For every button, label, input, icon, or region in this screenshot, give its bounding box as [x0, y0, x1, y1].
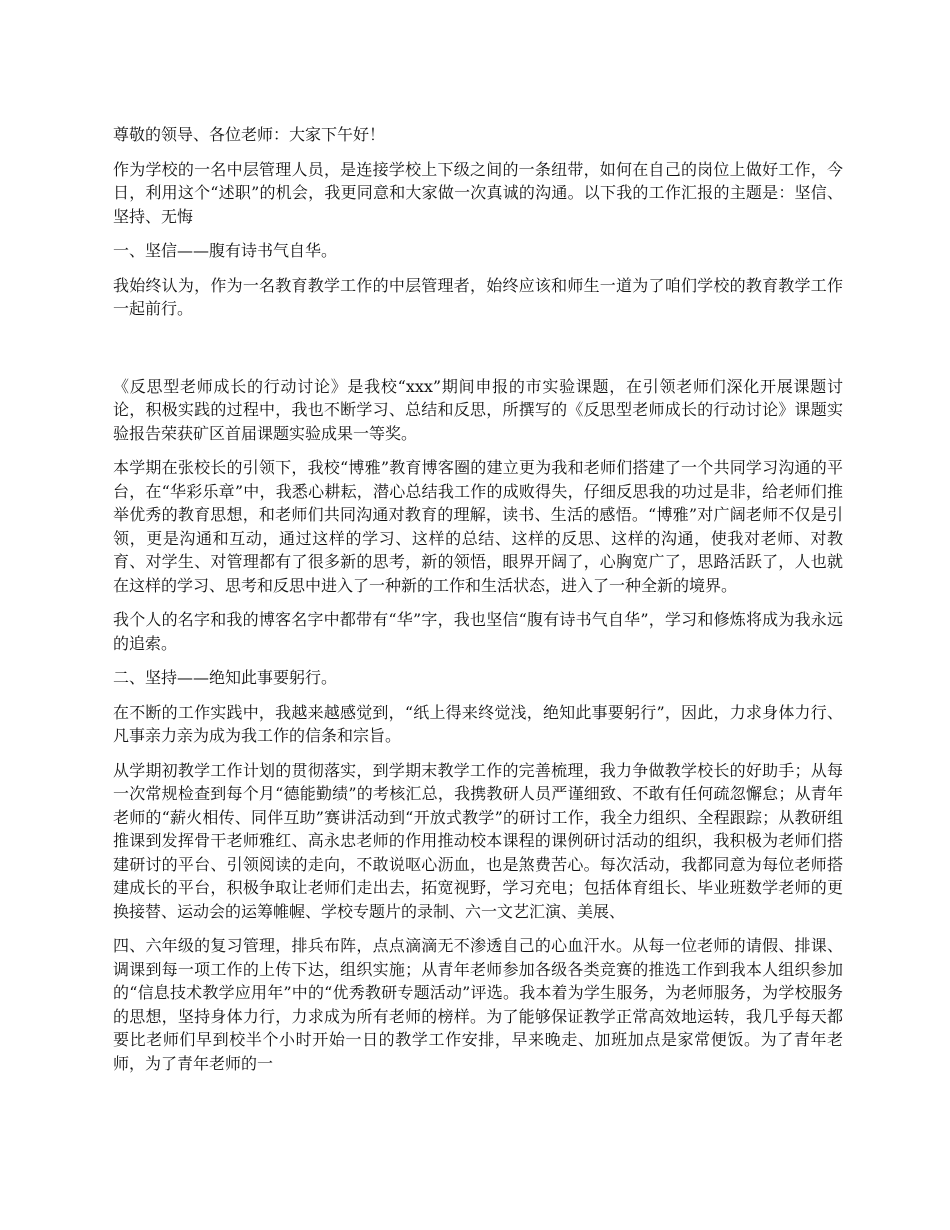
paragraph: 四、六年级的复习管理，排兵布阵，点点滴滴无不渗透自己的心血汗水。从每一位老师的请假、排课、调课到每一项工作的上传下达，组织实施；从青年老师参加各级各类竞赛的推选工作到我本人组织参加的“信息技术教学应用年”中的“优秀教研专题活动”评选。我本着为学生服务，为老师服务，为学校服务的思想，坚持身体力行，力求成为所有老师的榜样。为了能够保证教学正常高效地运转，我几乎每天都要比老师们早到校半个小时开始一日的教学工作安排，早来晚走、加班加点是家常便饭。为了青年老师，为了青年老师的一 [113, 936, 843, 1073]
paragraph: 从学期初教学工作计划的贯彻落实，到学期末教学工作的完善梳理，我力争做教学校长的好助手；从每一次常规检查到每个月“德能勤绩”的考核汇总，我携教研人员严谨细致、不敢有任何疏忽懈怠；从青年老师的“薪火相传、同伴互助”赛讲活动到“开放式教学”的研讨工作，我全力组织、全程跟踪；从教研组推课到发挥骨干老师雅红、高永忠老师的作用推动校本课程的课例研讨活动的组织，我积极为老师们搭建研讨的平台、引领阅读的走向，不敢说呕心沥血，也是煞费苦心。每次活动，我都同意为每位老师搭建成长的平台，积极争取让老师们走出去，拓宽视野，学习充电；包括体育组长、毕业班数学老师的更换接替、运动会的运筹帷幄、学校专题片的录制、六一文艺汇演、美展、 [113, 760, 843, 921]
paragraph: 本学期在张校长的引领下，我校“博雅”教育博客圈的建立更为我和老师们搭建了一个共同学习沟通的平台，在“华彩乐章”中，我悉心耕耘，潜心总结我工作的成败得失，仔细反思我的功过是非，给老师们推举优秀的教育思想，和老师们共同沟通对教育的理解，读书、生活的感悟。“博雅”对广阔老师不仅是引领，更是沟通和互动，通过这样的学习、这样的总结、这样的反思、这样的沟通，使我对老师、对教育、对学生、对管理都有了很多新的思考，新的领悟，眼界开阔了，心胸宽广了，思路活跃了，人也就在这样的学习、思考和反思中进入了一种新的工作和生活状态，进入了一种全新的境界。 [113, 458, 843, 595]
blank-space [113, 332, 843, 375]
section-heading-2: 二、坚持——绝知此事要躬行。 [113, 668, 338, 687]
document-body [113, 123, 843, 1086]
greeting: 尊敬的领导、各位老师：大家下午好！ [113, 125, 386, 144]
paragraph: 我个人的名字和我的博客名字中都带有“华”字，我也坚信“腹有诗书气自华”，学习和修炼将成为我永远的追索。 [113, 610, 843, 653]
section-heading-1: 一、坚信——腹有诗书气自华。 [113, 241, 338, 260]
paragraph: 在不断的工作实践中，我越来越感觉到，“纸上得来终觉浅，绝知此事要躬行”，因此，力求身体力行、凡事亲力亲为成为我工作的信条和宗旨。 [113, 702, 843, 745]
paragraph: 《反思型老师成长的行动讨论》是我校“xxx”期间申报的市实验课题，在引领老师们深化开展课题讨论，积极实践的过程中，我也不断学习、总结和反思，所撰写的《反思型老师成长的行动讨论》课题实验报告荣获矿区首届课题实验成果一等奖。 [113, 376, 843, 443]
intro-paragraph: 作为学校的一名中层管理人员，是连接学校上下级之间的一条纽带，如何在自己的岗位上做好工作，今日，利用这个“述职”的机会，我更同意和大家做一次真诚的沟通。以下我的工作汇报的主题是：坚信、坚持、无悔 [113, 159, 843, 226]
paragraph: 我始终认为，作为一名教育教学工作的中层管理者，始终应该和师生一道为了咱们学校的教育教学工作一起前行。 [113, 275, 843, 318]
